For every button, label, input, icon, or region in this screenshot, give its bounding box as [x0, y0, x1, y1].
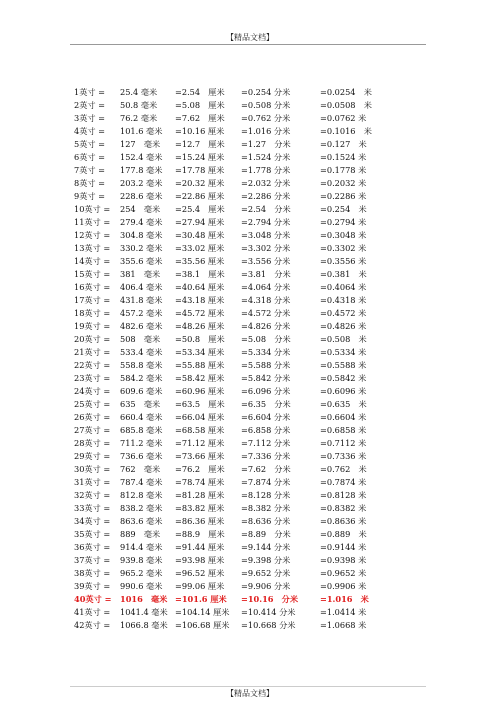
decimeter-cell: =5.842 分米 [241, 373, 291, 383]
millimeter-cell: 127 毫米 [120, 139, 161, 149]
meter-cell: =0.381 米 [320, 269, 367, 279]
table-row [74, 411, 374, 424]
centimeter-cell: =101.6 厘米 [175, 594, 227, 604]
table-row [74, 385, 374, 398]
centimeter-cell: =99.06 厘米 [175, 581, 225, 591]
meter-cell: =0.3556 米 [320, 256, 367, 266]
decimeter-cell: =6.858 分米 [241, 425, 291, 435]
decimeter-cell: =1.016 分米 [241, 126, 291, 136]
millimeter-cell: 838.2 毫米 [120, 503, 163, 513]
millimeter-cell: 406.4 毫米 [120, 282, 163, 292]
centimeter-cell: =17.78 厘米 [175, 165, 225, 175]
meter-cell: =0.635 米 [320, 399, 367, 409]
decimeter-cell: =5.08 分米 [241, 334, 291, 344]
millimeter-cell: 101.6 毫米 [120, 126, 163, 136]
table-row [74, 86, 374, 99]
table-row [74, 177, 374, 190]
table-row [74, 541, 374, 554]
meter-cell: =0.127 米 [320, 139, 367, 149]
decimeter-cell: =8.128 分米 [241, 490, 291, 500]
millimeter-cell: 812.8 毫米 [120, 490, 163, 500]
inch-cell: 34英寸 = [74, 516, 111, 526]
centimeter-cell: =88.9 厘米 [175, 529, 225, 539]
inch-cell: 16英寸 = [74, 282, 111, 292]
inch-cell: 27英寸 = [74, 425, 111, 435]
table-row [74, 606, 374, 619]
decimeter-cell: =5.334 分米 [241, 347, 291, 357]
centimeter-cell: =7.62 厘米 [175, 113, 225, 123]
decimeter-cell: =4.826 分米 [241, 321, 291, 331]
centimeter-cell: =50.8 厘米 [175, 334, 225, 344]
table-row [74, 216, 374, 229]
centimeter-cell: =43.18 厘米 [175, 295, 225, 305]
millimeter-cell: 355.6 毫米 [120, 256, 163, 266]
inch-cell: 18英寸 = [74, 308, 111, 318]
meter-cell: =0.7112 米 [320, 438, 367, 448]
table-row [74, 125, 374, 138]
millimeter-cell: 1016 毫米 [120, 594, 168, 604]
meter-cell: =0.8636 米 [320, 516, 367, 526]
meter-cell: =0.7336 米 [320, 451, 367, 461]
table-row [74, 190, 374, 203]
table-row [74, 203, 374, 216]
table-row [74, 138, 374, 151]
meter-cell: =0.9906 米 [320, 581, 367, 591]
millimeter-cell: 304.8 毫米 [120, 230, 163, 240]
meter-cell: =0.1778 米 [320, 165, 367, 175]
meter-cell: =1.016 米 [320, 594, 369, 604]
decimeter-cell: =6.604 分米 [241, 412, 291, 422]
header-divider [70, 44, 426, 45]
inch-cell: 12英寸 = [74, 230, 111, 240]
meter-cell: =0.3302 米 [320, 243, 367, 253]
meter-cell: =0.5334 米 [320, 347, 367, 357]
millimeter-cell: 228.6 毫米 [120, 191, 163, 201]
table-row [74, 255, 374, 268]
centimeter-cell: =27.94 厘米 [175, 217, 225, 227]
meter-cell: =0.4826 米 [320, 321, 367, 331]
meter-cell: =1.0414 米 [320, 607, 367, 617]
decimeter-cell: =4.318 分米 [241, 295, 291, 305]
meter-cell: =0.1016 米 [320, 126, 372, 136]
table-row [74, 502, 374, 515]
conversion-table [74, 86, 374, 632]
decimeter-cell: =9.652 分米 [241, 568, 291, 578]
table-row [74, 346, 374, 359]
table-row [74, 619, 374, 632]
inch-cell: 3英寸 = [74, 113, 106, 123]
table-row [74, 463, 374, 476]
centimeter-cell: =106.68 厘米 [175, 620, 230, 630]
decimeter-cell: =3.556 分米 [241, 256, 291, 266]
table-row [74, 307, 374, 320]
table-row [74, 112, 374, 125]
table-row-highlighted [74, 593, 374, 606]
decimeter-cell: =8.89 分米 [241, 529, 291, 539]
decimeter-cell: =6.096 分米 [241, 386, 291, 396]
millimeter-cell: 203.2 毫米 [120, 178, 163, 188]
table-row [74, 580, 374, 593]
millimeter-cell: 50.8 毫米 [120, 100, 158, 110]
meter-cell: =0.4064 米 [320, 282, 367, 292]
millimeter-cell: 25.4 毫米 [120, 87, 158, 97]
decimeter-cell: =7.336 分米 [241, 451, 291, 461]
millimeter-cell: 457.2 毫米 [120, 308, 163, 318]
meter-cell: =0.0254 米 [320, 87, 372, 97]
inch-cell: 5英寸 = [74, 139, 106, 149]
meter-cell: =0.6858 米 [320, 425, 367, 435]
table-row [74, 424, 374, 437]
inch-cell: 1英寸 = [74, 87, 106, 97]
meter-cell: =0.4318 米 [320, 295, 367, 305]
inch-cell: 13英寸 = [74, 243, 111, 253]
table-row [74, 489, 374, 502]
decimeter-cell: =4.064 分米 [241, 282, 291, 292]
decimeter-cell: =3.302 分米 [241, 243, 291, 253]
centimeter-cell: =15.24 厘米 [175, 152, 225, 162]
millimeter-cell: 279.4 毫米 [120, 217, 163, 227]
table-row [74, 333, 374, 346]
centimeter-cell: =10.16 厘米 [175, 126, 225, 136]
centimeter-cell: =48.26 厘米 [175, 321, 225, 331]
inch-cell: 17英寸 = [74, 295, 111, 305]
decimeter-cell: =9.398 分米 [241, 555, 291, 565]
inch-cell: 20英寸 = [74, 334, 111, 344]
centimeter-cell: =60.96 厘米 [175, 386, 225, 396]
decimeter-cell: =1.524 分米 [241, 152, 291, 162]
millimeter-cell: 863.6 毫米 [120, 516, 163, 526]
meter-cell: =0.2286 米 [320, 191, 367, 201]
centimeter-cell: =20.32 厘米 [175, 178, 225, 188]
meter-cell: =0.254 米 [320, 204, 367, 214]
table-row [74, 320, 374, 333]
inch-cell: 25英寸 = [74, 399, 111, 409]
decimeter-cell: =0.254 分米 [241, 87, 291, 97]
centimeter-cell: =73.66 厘米 [175, 451, 225, 461]
centimeter-cell: =45.72 厘米 [175, 308, 225, 318]
decimeter-cell: =4.572 分米 [241, 308, 291, 318]
table-row [74, 554, 374, 567]
centimeter-cell: =66.04 厘米 [175, 412, 225, 422]
meter-cell: =1.0668 米 [320, 620, 367, 630]
decimeter-cell: =9.906 分米 [241, 581, 291, 591]
inch-cell: 10英寸 = [74, 204, 111, 214]
inch-cell: 37英寸 = [74, 555, 111, 565]
centimeter-cell: =53.34 厘米 [175, 347, 225, 357]
millimeter-cell: 635 毫米 [120, 399, 161, 409]
decimeter-cell: =8.636 分米 [241, 516, 291, 526]
inch-cell: 21英寸 = [74, 347, 111, 357]
inch-cell: 22英寸 = [74, 360, 111, 370]
millimeter-cell: 254 毫米 [120, 204, 161, 214]
millimeter-cell: 508 毫米 [120, 334, 161, 344]
inch-cell: 6英寸 = [74, 152, 106, 162]
decimeter-cell: =10.668 分米 [241, 620, 296, 630]
meter-cell: =0.2032 米 [320, 178, 367, 188]
decimeter-cell: =1.778 分米 [241, 165, 291, 175]
inch-cell: 2英寸 = [74, 100, 106, 110]
decimeter-cell: =2.032 分米 [241, 178, 291, 188]
decimeter-cell: =7.874 分米 [241, 477, 291, 487]
inch-cell: 24英寸 = [74, 386, 111, 396]
millimeter-cell: 381 毫米 [120, 269, 161, 279]
meter-cell: =0.1524 米 [320, 152, 367, 162]
millimeter-cell: 177.8 毫米 [120, 165, 163, 175]
centimeter-cell: =91.44 厘米 [175, 542, 225, 552]
meter-cell: =0.7874 米 [320, 477, 367, 487]
decimeter-cell: =10.16 分米 [241, 594, 299, 604]
decimeter-cell: =7.62 分米 [241, 464, 291, 474]
millimeter-cell: 711.2 毫米 [120, 438, 163, 448]
millimeter-cell: 482.6 毫米 [120, 321, 163, 331]
table-row [74, 359, 374, 372]
meter-cell: =0.8382 米 [320, 503, 367, 513]
decimeter-cell: =2.794 分米 [241, 217, 291, 227]
centimeter-cell: =81.28 厘米 [175, 490, 225, 500]
meter-cell: =0.4572 米 [320, 308, 367, 318]
meter-cell: =0.762 米 [320, 464, 367, 474]
millimeter-cell: 152.4 毫米 [120, 152, 163, 162]
decimeter-cell: =7.112 分米 [241, 438, 291, 448]
millimeter-cell: 660.4 毫米 [120, 412, 163, 422]
inch-cell: 4英寸 = [74, 126, 106, 136]
inch-cell: 31英寸 = [74, 477, 111, 487]
decimeter-cell: =9.144 分米 [241, 542, 291, 552]
centimeter-cell: =71.12 厘米 [175, 438, 225, 448]
table-row [74, 398, 374, 411]
millimeter-cell: 584.2 毫米 [120, 373, 163, 383]
decimeter-cell: =0.762 分米 [241, 113, 291, 123]
centimeter-cell: =104.14 厘米 [175, 607, 230, 617]
inch-cell: 36英寸 = [74, 542, 111, 552]
centimeter-cell: =5.08 厘米 [175, 100, 225, 110]
meter-cell: =0.0762 米 [320, 113, 367, 123]
inch-cell: 39英寸 = [74, 581, 111, 591]
centimeter-cell: =25.4 厘米 [175, 204, 225, 214]
centimeter-cell: =78.74 厘米 [175, 477, 225, 487]
inch-cell: 30英寸 = [74, 464, 111, 474]
millimeter-cell: 685.8 毫米 [120, 425, 163, 435]
millimeter-cell: 965.2 毫米 [120, 568, 163, 578]
millimeter-cell: 990.6 毫米 [120, 581, 163, 591]
millimeter-cell: 787.4 毫米 [120, 477, 163, 487]
millimeter-cell: 1066.8 毫米 [120, 620, 168, 630]
millimeter-cell: 330.2 毫米 [120, 243, 163, 253]
centimeter-cell: =38.1 厘米 [175, 269, 225, 279]
footer-divider [70, 686, 426, 687]
meter-cell: =0.9398 米 [320, 555, 367, 565]
table-row [74, 99, 374, 112]
page-header: 【精品文档】 [226, 33, 274, 42]
millimeter-cell: 76.2 毫米 [120, 113, 158, 123]
millimeter-cell: 736.6 毫米 [120, 451, 163, 461]
centimeter-cell: =63.5 厘米 [175, 399, 225, 409]
centimeter-cell: =35.56 厘米 [175, 256, 225, 266]
table-row [74, 164, 374, 177]
table-row [74, 476, 374, 489]
table-row [74, 372, 374, 385]
table-row [74, 450, 374, 463]
table-row [74, 294, 374, 307]
millimeter-cell: 762 毫米 [120, 464, 161, 474]
inch-cell: 26英寸 = [74, 412, 111, 422]
decimeter-cell: =6.35 分米 [241, 399, 291, 409]
table-row [74, 437, 374, 450]
table-row [74, 281, 374, 294]
inch-cell: 15英寸 = [74, 269, 111, 279]
table-row [74, 515, 374, 528]
centimeter-cell: =83.82 厘米 [175, 503, 225, 513]
meter-cell: =0.6604 米 [320, 412, 367, 422]
inch-cell: 19英寸 = [74, 321, 111, 331]
meter-cell: =0.8128 米 [320, 490, 367, 500]
centimeter-cell: =86.36 厘米 [175, 516, 225, 526]
centimeter-cell: =76.2 厘米 [175, 464, 225, 474]
millimeter-cell: 558.8 毫米 [120, 360, 163, 370]
meter-cell: =0.2794 米 [320, 217, 367, 227]
inch-cell: 41英寸 = [74, 607, 111, 617]
meter-cell: =0.889 米 [320, 529, 367, 539]
inch-cell: 40英寸 = [74, 594, 112, 604]
decimeter-cell: =2.286 分米 [241, 191, 291, 201]
inch-cell: 9英寸 = [74, 191, 106, 201]
decimeter-cell: =5.588 分米 [241, 360, 291, 370]
inch-cell: 14英寸 = [74, 256, 111, 266]
decimeter-cell: =1.27 分米 [241, 139, 291, 149]
table-row [74, 242, 374, 255]
millimeter-cell: 609.6 毫米 [120, 386, 163, 396]
inch-cell: 32英寸 = [74, 490, 111, 500]
inch-cell: 29英寸 = [74, 451, 111, 461]
meter-cell: =0.0508 米 [320, 100, 372, 110]
inch-cell: 35英寸 = [74, 529, 111, 539]
inch-cell: 7英寸 = [74, 165, 106, 175]
millimeter-cell: 914.4 毫米 [120, 542, 163, 552]
meter-cell: =0.3048 米 [320, 230, 367, 240]
table-row [74, 528, 374, 541]
meter-cell: =0.5842 米 [320, 373, 367, 383]
inch-cell: 23英寸 = [74, 373, 111, 383]
meter-cell: =0.9652 米 [320, 568, 367, 578]
centimeter-cell: =58.42 厘米 [175, 373, 225, 383]
meter-cell: =0.6096 米 [320, 386, 367, 396]
centimeter-cell: =30.48 厘米 [175, 230, 225, 240]
decimeter-cell: =3.048 分米 [241, 230, 291, 240]
decimeter-cell: =8.382 分米 [241, 503, 291, 513]
centimeter-cell: =40.64 厘米 [175, 282, 225, 292]
centimeter-cell: =96.52 厘米 [175, 568, 225, 578]
inch-cell: 38英寸 = [74, 568, 111, 578]
centimeter-cell: =22.86 厘米 [175, 191, 225, 201]
centimeter-cell: =93.98 厘米 [175, 555, 225, 565]
centimeter-cell: =68.58 厘米 [175, 425, 225, 435]
table-row [74, 151, 374, 164]
meter-cell: =0.508 米 [320, 334, 367, 344]
inch-cell: 33英寸 = [74, 503, 111, 513]
millimeter-cell: 533.4 毫米 [120, 347, 163, 357]
millimeter-cell: 939.8 毫米 [120, 555, 163, 565]
centimeter-cell: =55.88 厘米 [175, 360, 225, 370]
inch-cell: 42英寸 = [74, 620, 111, 630]
centimeter-cell: =33.02 厘米 [175, 243, 225, 253]
millimeter-cell: 431.8 毫米 [120, 295, 163, 305]
decimeter-cell: =0.508 分米 [241, 100, 291, 110]
decimeter-cell: =10.414 分米 [241, 607, 296, 617]
meter-cell: =0.5588 米 [320, 360, 367, 370]
inch-cell: 11英寸 = [74, 217, 111, 227]
centimeter-cell: =12.7 厘米 [175, 139, 225, 149]
inch-cell: 28英寸 = [74, 438, 111, 448]
decimeter-cell: =3.81 分米 [241, 269, 291, 279]
millimeter-cell: 889 毫米 [120, 529, 161, 539]
decimeter-cell: =2.54 分米 [241, 204, 291, 214]
page-footer: 【精品文档】 [226, 689, 274, 698]
meter-cell: =0.9144 米 [320, 542, 367, 552]
inch-cell: 8英寸 = [74, 178, 106, 188]
centimeter-cell: =2.54 厘米 [175, 87, 225, 97]
table-row [74, 268, 374, 281]
millimeter-cell: 1041.4 毫米 [120, 607, 168, 617]
table-row [74, 229, 374, 242]
table-row [74, 567, 374, 580]
